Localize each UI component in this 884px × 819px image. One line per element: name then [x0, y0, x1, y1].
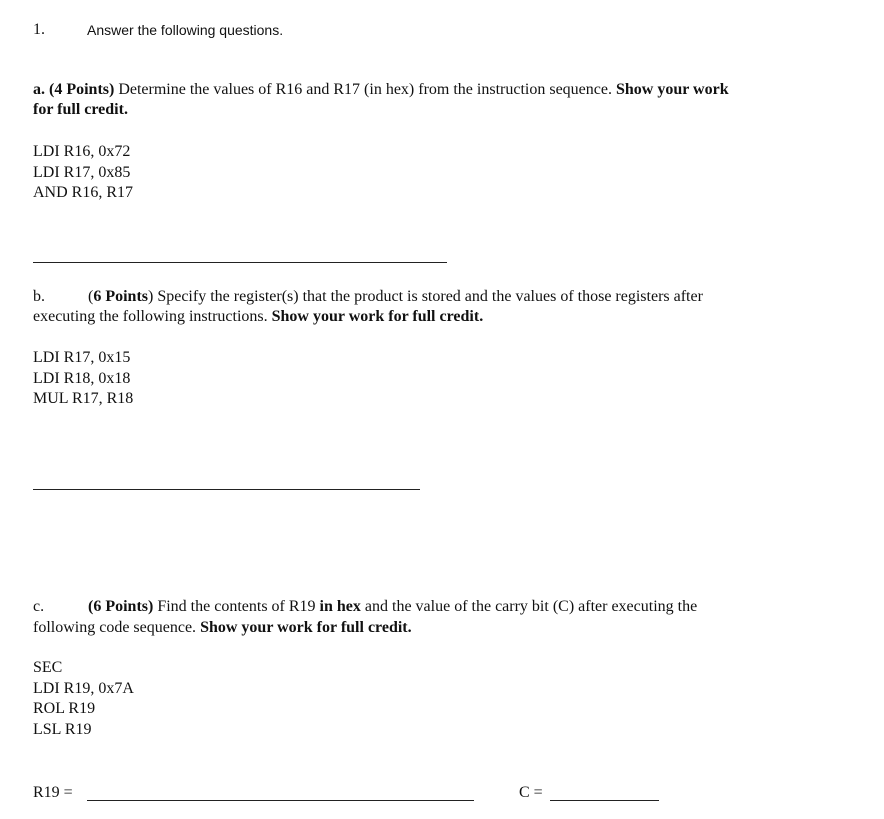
carry-answer-line[interactable]: [550, 800, 659, 801]
code-line: AND R16, R17: [33, 184, 134, 202]
code-line: ROL R19: [33, 700, 96, 718]
code-line: LDI R19, 0x7A: [33, 679, 134, 697]
part-b-prompt: [33, 287, 45, 307]
part-a-prompt: [33, 80, 729, 100]
part-a-answer-line[interactable]: [33, 262, 447, 263]
part-c-show-work: Show your work for full credit.: [200, 619, 412, 636]
part-b-answer-line[interactable]: [33, 489, 420, 490]
code-line: LDI R18, 0x18: [33, 369, 131, 387]
carry-label: C =: [519, 784, 543, 801]
r19-answer-line[interactable]: [87, 800, 474, 801]
part-c-text-2: and the value of the carry bit (C) after executing the: [360, 598, 698, 615]
part-b-points-open: (: [88, 288, 94, 305]
part-b-prompt-line2: [33, 307, 483, 327]
code-line: MUL R17, R18: [33, 390, 134, 408]
part-c-in-hex: in hex: [319, 598, 361, 615]
question-number: 1.: [33, 21, 45, 38]
part-a-show-work-cont: for full credit.: [33, 101, 128, 118]
part-a-prompt-cont: [33, 100, 128, 120]
part-b-code: [33, 348, 133, 410]
part-b-text-cont: executing the following instructions.: [33, 308, 272, 325]
part-a-code: [33, 142, 133, 204]
question-instruction: Answer the following questions.: [87, 22, 284, 38]
part-a-show-work: Show your work: [615, 81, 729, 98]
code-line: LSL R19: [33, 721, 92, 739]
part-b-show-work: Show your work for full credit.: [271, 308, 484, 325]
part-b-points: 6 Points: [93, 288, 148, 305]
code-line: LDI R17, 0x15: [33, 349, 131, 366]
code-line: SEC: [33, 659, 63, 676]
part-c-prompt-line2: [33, 618, 412, 638]
part-c-points: (6 Points): [88, 598, 154, 615]
part-c-text-cont: following code sequence.: [33, 619, 201, 636]
code-line: LDI R16, 0x72: [33, 143, 131, 160]
part-c-label: c.: [33, 598, 45, 615]
r19-label: R19 =: [33, 784, 73, 801]
part-b-text: Specify the register(s) that the product is stored and the values of those registers after: [153, 288, 703, 305]
code-line: LDI R17, 0x85: [33, 163, 131, 181]
part-a-text: Determine the values of R16 and R17 (in hex) from the instruction sequence.: [114, 81, 616, 98]
part-c-prompt-line1: [88, 597, 697, 617]
part-c-text-1: Find the contents of R19: [153, 598, 320, 615]
part-b-points-close: ): [148, 288, 154, 305]
part-b-label: b.: [33, 288, 45, 305]
part-a-label: a.: [33, 81, 45, 98]
part-c-code: [33, 658, 134, 741]
part-c-prompt: [33, 597, 44, 617]
part-a-points: (4 Points): [49, 81, 115, 98]
part-b-prompt-line1: [88, 287, 703, 307]
